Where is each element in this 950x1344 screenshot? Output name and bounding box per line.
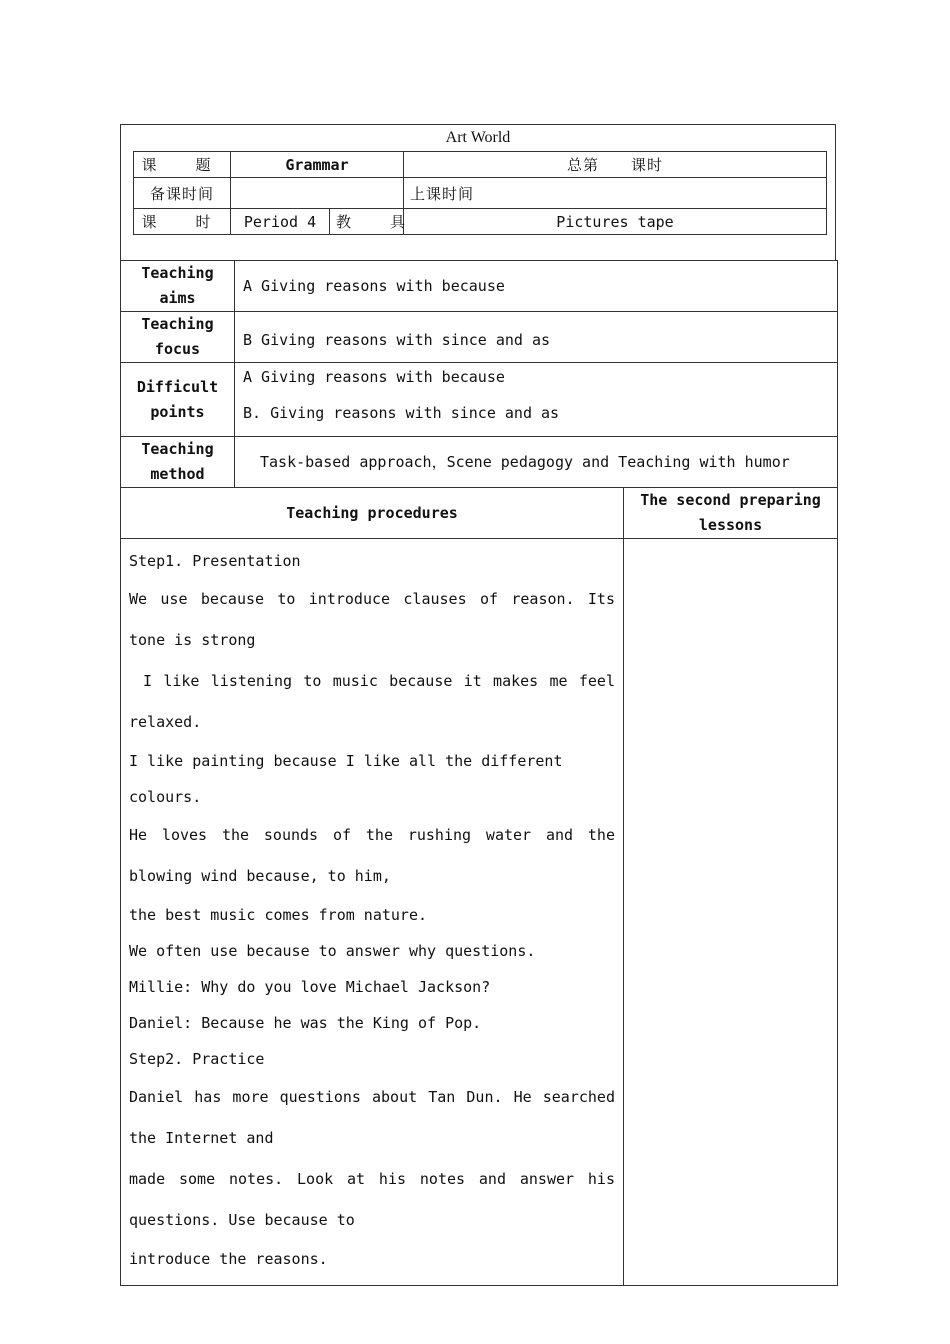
row-label: Difficult points xyxy=(121,363,235,437)
row-content: Task-based approach，Scene pedagogy and Teaching with humor xyxy=(235,437,838,488)
procedures-header: Teaching procedures xyxy=(121,488,624,539)
row-label: Teaching aims xyxy=(121,261,235,312)
period-value: Period 4 xyxy=(231,209,330,235)
procedure-line: Step2. Practice xyxy=(129,1050,265,1068)
period-label: 课 时 xyxy=(134,209,231,235)
topic-label: 课 题 xyxy=(134,152,231,178)
document-title: Art World xyxy=(445,129,511,146)
procedures-row xyxy=(121,539,838,1286)
procedure-line: I like listening to music because it makes me feel relaxed. xyxy=(129,672,615,731)
procedure-line: Daniel has more questions about Tan Dun. He searched the Internet and xyxy=(129,1088,615,1147)
procedure-line: Daniel: Because he was the King of Pop. xyxy=(129,1014,482,1032)
prep-time-value xyxy=(231,178,404,209)
procedure-line: He loves the sounds of the rushing water and the blowing wind because, to him, xyxy=(129,826,615,885)
lesson-plan-table xyxy=(120,260,838,1286)
procedure-line: Millie: Why do you love Michael Jackson? xyxy=(129,978,491,996)
difficult-row xyxy=(121,363,838,437)
total-lessons-label: 总第 课时 xyxy=(404,152,827,178)
row-content: B Giving reasons with since and as xyxy=(235,312,838,363)
row-content: A Giving reasons with because xyxy=(235,261,838,312)
procedure-line: made some notes. Look at his notes and answer his questions. Use because to xyxy=(129,1170,615,1229)
second-preparing-cell xyxy=(624,539,838,1286)
difficult-line: A Giving reasons with because xyxy=(243,368,505,386)
procedure-line: We often use because to answer why questions. xyxy=(129,942,536,960)
difficult-line: B. Giving reasons with since and as xyxy=(243,404,560,422)
method-row xyxy=(121,437,838,488)
row-content xyxy=(235,363,838,437)
procedures-header-row xyxy=(121,488,838,539)
topic-value: Grammar xyxy=(231,152,404,178)
lesson-info-table xyxy=(133,151,827,235)
tools-label: 教 具 xyxy=(330,209,404,235)
class-time-label: 上课时间 xyxy=(404,178,827,209)
row-label: Teaching focus xyxy=(121,312,235,363)
tools-value: Pictures tape xyxy=(404,209,827,235)
focus-row xyxy=(121,312,838,363)
second-preparing-header: The second preparing lessons xyxy=(624,488,838,539)
procedures-content xyxy=(121,539,624,1286)
procedure-line: We use because to introduce clauses of reason. Its tone is strong xyxy=(129,590,615,649)
prep-time-label: 备课时间 xyxy=(134,178,231,209)
row-label: Teaching method xyxy=(121,437,235,488)
procedure-line: the best music comes from nature. xyxy=(129,906,428,924)
aims-row xyxy=(121,261,838,312)
procedure-line: introduce the reasons. xyxy=(129,1250,328,1268)
lesson-header-block xyxy=(120,124,836,260)
procedure-line: Step1. Presentation xyxy=(129,552,301,570)
procedure-line: I like painting because I like all the different colours. xyxy=(129,752,563,806)
